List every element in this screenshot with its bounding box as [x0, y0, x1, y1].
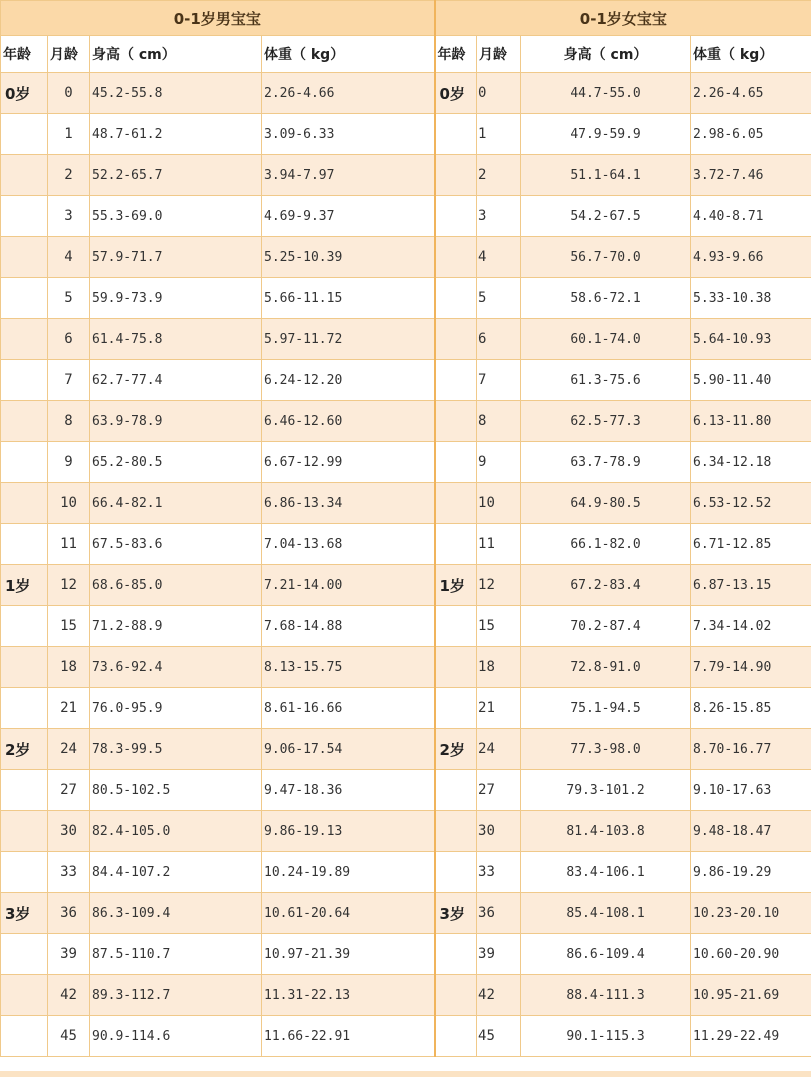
table-row: [1, 237, 811, 278]
boy-weight-cell: 9.06-17.54: [262, 729, 435, 770]
boy-year-cell: [1, 647, 48, 688]
table-row: [1, 893, 811, 934]
boy-month-cell: 7: [48, 360, 90, 401]
boy-month-cell: 1: [48, 114, 90, 155]
boy-height-cell: 57.9-71.7: [90, 237, 262, 278]
boy-height-cell: 71.2-88.9: [90, 606, 262, 647]
girl-year-cell: [435, 278, 477, 319]
boy-weight-cell: 10.24-19.89: [262, 852, 435, 893]
boy-year-cell: [1, 114, 48, 155]
girl-month-cell: 1: [477, 114, 521, 155]
girl-month-cell: 0: [477, 73, 521, 114]
table-row: [1, 729, 811, 770]
table-row: [1, 401, 811, 442]
girl-weight-cell: 3.72-7.46: [691, 155, 811, 196]
boy-month-cell: 39: [48, 934, 90, 975]
girl-weight-cell: 4.40-8.71: [691, 196, 811, 237]
girl-month-cell: 9: [477, 442, 521, 483]
boy-year-cell: [1, 401, 48, 442]
boy-height-cell: 55.3-69.0: [90, 196, 262, 237]
girl-weight-cell: 2.98-6.05: [691, 114, 811, 155]
boy-height-cell: 68.6-85.0: [90, 565, 262, 606]
boy-year-cell: 1岁: [1, 565, 48, 606]
boy-month-cell: 21: [48, 688, 90, 729]
boy-year-cell: [1, 319, 48, 360]
girl-year-cell: 1岁: [435, 565, 477, 606]
girl-height-cell: 64.9-80.5: [521, 483, 691, 524]
girl-year-cell: 0岁: [435, 73, 477, 114]
boy-year-cell: [1, 811, 48, 852]
girl-height-cell: 66.1-82.0: [521, 524, 691, 565]
girl-height-cell: 58.6-72.1: [521, 278, 691, 319]
boy-weight-cell: 2.26-4.66: [262, 73, 435, 114]
boy-month-cell: 45: [48, 1016, 90, 1057]
boy-month-cell: 6: [48, 319, 90, 360]
table-row: [1, 278, 811, 319]
boy-weight-cell: 6.86-13.34: [262, 483, 435, 524]
girl-weight-cell: 7.34-14.02: [691, 606, 811, 647]
boy-weight-cell: 7.21-14.00: [262, 565, 435, 606]
girl-weight-cell: 8.70-16.77: [691, 729, 811, 770]
girl-year-cell: 2岁: [435, 729, 477, 770]
girl-year-cell: [435, 524, 477, 565]
table-row: [1, 114, 811, 155]
boy-month-cell: 5: [48, 278, 90, 319]
girl-month-cell: 5: [477, 278, 521, 319]
boy-year-cell: [1, 1016, 48, 1057]
boy-height-cell: 84.4-107.2: [90, 852, 262, 893]
boy-month-cell: 9: [48, 442, 90, 483]
girl-weight-cell: 5.64-10.93: [691, 319, 811, 360]
boy-weight-cell: 6.46-12.60: [262, 401, 435, 442]
boy-month-cell: 42: [48, 975, 90, 1016]
girl-weight-cell: 10.60-20.90: [691, 934, 811, 975]
girl-height-cell: 75.1-94.5: [521, 688, 691, 729]
boy-year-cell: [1, 442, 48, 483]
girl-height-cell: 86.6-109.4: [521, 934, 691, 975]
boy-month-cell: 27: [48, 770, 90, 811]
boy-height-cell: 80.5-102.5: [90, 770, 262, 811]
boy-year-cell: [1, 852, 48, 893]
boy-year-cell: [1, 155, 48, 196]
girl-weight-header: 体重（ kg）: [691, 36, 811, 73]
boy-year-cell: [1, 934, 48, 975]
boy-height-cell: 48.7-61.2: [90, 114, 262, 155]
girl-month-cell: 30: [477, 811, 521, 852]
boy-weight-cell: 11.31-22.13: [262, 975, 435, 1016]
boy-height-cell: 78.3-99.5: [90, 729, 262, 770]
table-row: [1, 196, 811, 237]
boy-weight-cell: 5.66-11.15: [262, 278, 435, 319]
boy-year-cell: [1, 196, 48, 237]
boy-month-cell: 3: [48, 196, 90, 237]
table-row: [1, 565, 811, 606]
girl-weight-cell: 6.87-13.15: [691, 565, 811, 606]
girl-year-cell: [435, 196, 477, 237]
girl-month-cell: 7: [477, 360, 521, 401]
boy-height-cell: 45.2-55.8: [90, 73, 262, 114]
girl-month-cell: 33: [477, 852, 521, 893]
girl-month-cell: 27: [477, 770, 521, 811]
girl-height-cell: 90.1-115.3: [521, 1016, 691, 1057]
table-row: [1, 1016, 811, 1057]
girl-height-cell: 83.4-106.1: [521, 852, 691, 893]
boy-height-cell: 89.3-112.7: [90, 975, 262, 1016]
girl-weight-cell: 7.79-14.90: [691, 647, 811, 688]
boy-weight-cell: 11.66-22.91: [262, 1016, 435, 1057]
boy-year-cell: [1, 606, 48, 647]
boy-weight-cell: 5.97-11.72: [262, 319, 435, 360]
boy-height-cell: 65.2-80.5: [90, 442, 262, 483]
girl-month-cell: 2: [477, 155, 521, 196]
girl-height-cell: 56.7-70.0: [521, 237, 691, 278]
girl-weight-cell: 6.13-11.80: [691, 401, 811, 442]
girl-year-cell: [435, 975, 477, 1016]
boy-height-cell: 67.5-83.6: [90, 524, 262, 565]
girl-table-title: 0-1岁女宝宝: [435, 1, 811, 36]
boy-weight-cell: 7.68-14.88: [262, 606, 435, 647]
boy-month-cell: 8: [48, 401, 90, 442]
boy-weight-cell: 8.13-15.75: [262, 647, 435, 688]
boy-weight-cell: 7.04-13.68: [262, 524, 435, 565]
girl-year-cell: [435, 852, 477, 893]
boy-height-cell: 52.2-65.7: [90, 155, 262, 196]
boy-weight-cell: 10.61-20.64: [262, 893, 435, 934]
boy-height-cell: 73.6-92.4: [90, 647, 262, 688]
girl-month-cell: 6: [477, 319, 521, 360]
table-row: [1, 155, 811, 196]
girl-weight-cell: 5.33-10.38: [691, 278, 811, 319]
boy-year-cell: [1, 770, 48, 811]
boy-month-cell: 24: [48, 729, 90, 770]
girl-height-cell: 81.4-103.8: [521, 811, 691, 852]
boy-height-cell: 76.0-95.9: [90, 688, 262, 729]
table-row: [1, 852, 811, 893]
boy-year-cell: [1, 360, 48, 401]
boy-year-cell: [1, 975, 48, 1016]
boy-weight-cell: 9.47-18.36: [262, 770, 435, 811]
boy-weight-cell: 5.25-10.39: [262, 237, 435, 278]
boy-year-cell: [1, 278, 48, 319]
boy-weight-cell: 8.61-16.66: [262, 688, 435, 729]
girl-year-cell: [435, 811, 477, 852]
girl-weight-cell: 11.29-22.49: [691, 1016, 811, 1057]
boy-month-cell: 18: [48, 647, 90, 688]
boy-year-cell: [1, 237, 48, 278]
boy-month-cell: 15: [48, 606, 90, 647]
boy-height-cell: 87.5-110.7: [90, 934, 262, 975]
girl-weight-cell: 8.26-15.85: [691, 688, 811, 729]
girl-height-cell: 85.4-108.1: [521, 893, 691, 934]
table-row: [1, 73, 811, 114]
girl-year-cell: [435, 1016, 477, 1057]
girl-year-cell: [435, 770, 477, 811]
boy-height-cell: 82.4-105.0: [90, 811, 262, 852]
table-row: [1, 483, 811, 524]
boy-month-header: 月龄: [48, 36, 90, 73]
boy-month-cell: 36: [48, 893, 90, 934]
girl-height-cell: 61.3-75.6: [521, 360, 691, 401]
girl-year-cell: [435, 114, 477, 155]
boy-year-cell: 2岁: [1, 729, 48, 770]
girl-year-cell: [435, 319, 477, 360]
boy-height-cell: 59.9-73.9: [90, 278, 262, 319]
girl-weight-cell: 6.53-12.52: [691, 483, 811, 524]
girl-month-cell: 45: [477, 1016, 521, 1057]
table-body: [1, 1, 811, 1057]
girl-weight-cell: 5.90-11.40: [691, 360, 811, 401]
girl-weight-cell: 10.95-21.69: [691, 975, 811, 1016]
girl-year-cell: [435, 483, 477, 524]
girl-height-cell: 70.2-87.4: [521, 606, 691, 647]
table-row: [1, 524, 811, 565]
boy-height-cell: 90.9-114.6: [90, 1016, 262, 1057]
boy-month-cell: 12: [48, 565, 90, 606]
table-row: [1, 360, 811, 401]
girl-weight-cell: 6.34-12.18: [691, 442, 811, 483]
table-row: [1, 811, 811, 852]
girl-month-cell: 21: [477, 688, 521, 729]
boy-height-cell: 61.4-75.8: [90, 319, 262, 360]
table-row: [1, 934, 811, 975]
boy-table-title: 0-1岁男宝宝: [1, 1, 435, 36]
girl-month-cell: 18: [477, 647, 521, 688]
boy-month-cell: 30: [48, 811, 90, 852]
table-row: [1, 688, 811, 729]
boy-weight-header: 体重（ kg）: [262, 36, 435, 73]
table-row: [1, 975, 811, 1016]
boy-height-cell: 86.3-109.4: [90, 893, 262, 934]
table-row: [1, 647, 811, 688]
boy-height-cell: 63.9-78.9: [90, 401, 262, 442]
girl-month-cell: 24: [477, 729, 521, 770]
boy-weight-cell: 10.97-21.39: [262, 934, 435, 975]
boy-weight-cell: 6.24-12.20: [262, 360, 435, 401]
girl-weight-cell: 6.71-12.85: [691, 524, 811, 565]
girl-height-header: 身高（ cm）: [521, 36, 691, 73]
boy-weight-cell: 4.69-9.37: [262, 196, 435, 237]
girl-year-cell: [435, 155, 477, 196]
girl-year-cell: [435, 360, 477, 401]
girl-year-header: 年龄: [435, 36, 477, 73]
girl-weight-cell: 4.93-9.66: [691, 237, 811, 278]
girl-year-cell: [435, 401, 477, 442]
boy-weight-cell: 3.09-6.33: [262, 114, 435, 155]
boy-year-cell: 0岁: [1, 73, 48, 114]
boy-height-cell: 62.7-77.4: [90, 360, 262, 401]
girl-height-cell: 54.2-67.5: [521, 196, 691, 237]
girl-month-cell: 36: [477, 893, 521, 934]
girl-height-cell: 72.8-91.0: [521, 647, 691, 688]
girl-weight-cell: 9.48-18.47: [691, 811, 811, 852]
boy-month-cell: 10: [48, 483, 90, 524]
boy-month-cell: 2: [48, 155, 90, 196]
girl-year-cell: [435, 688, 477, 729]
girl-year-cell: [435, 934, 477, 975]
bottom-border: [0, 1071, 811, 1077]
girl-year-cell: 3岁: [435, 893, 477, 934]
girl-year-cell: [435, 647, 477, 688]
girl-year-cell: [435, 237, 477, 278]
boy-month-cell: 4: [48, 237, 90, 278]
girl-height-cell: 77.3-98.0: [521, 729, 691, 770]
girl-month-header: 月龄: [477, 36, 521, 73]
boy-weight-cell: 9.86-19.13: [262, 811, 435, 852]
boy-year-cell: 3岁: [1, 893, 48, 934]
boy-month-cell: 11: [48, 524, 90, 565]
girl-height-cell: 88.4-111.3: [521, 975, 691, 1016]
girl-month-cell: 11: [477, 524, 521, 565]
girl-height-cell: 51.1-64.1: [521, 155, 691, 196]
boy-height-header: 身高（ cm）: [90, 36, 262, 73]
girl-year-cell: [435, 442, 477, 483]
girl-weight-cell: 10.23-20.10: [691, 893, 811, 934]
boy-weight-cell: 3.94-7.97: [262, 155, 435, 196]
table-row: [1, 770, 811, 811]
girl-month-cell: 4: [477, 237, 521, 278]
boy-month-cell: 0: [48, 73, 90, 114]
table-row: [1, 442, 811, 483]
girl-height-cell: 60.1-74.0: [521, 319, 691, 360]
girl-height-cell: 62.5-77.3: [521, 401, 691, 442]
boy-month-cell: 33: [48, 852, 90, 893]
girl-height-cell: 47.9-59.9: [521, 114, 691, 155]
header-row: [1, 36, 811, 73]
girl-month-cell: 8: [477, 401, 521, 442]
girl-month-cell: 39: [477, 934, 521, 975]
boy-year-cell: [1, 688, 48, 729]
girl-weight-cell: 9.10-17.63: [691, 770, 811, 811]
girl-month-cell: 10: [477, 483, 521, 524]
girl-month-cell: 12: [477, 565, 521, 606]
girl-month-cell: 42: [477, 975, 521, 1016]
boy-height-cell: 66.4-82.1: [90, 483, 262, 524]
girl-height-cell: 79.3-101.2: [521, 770, 691, 811]
boy-year-header: 年龄: [1, 36, 48, 73]
title-row: [1, 1, 811, 36]
table-row: [1, 606, 811, 647]
girl-weight-cell: 2.26-4.65: [691, 73, 811, 114]
girl-year-cell: [435, 606, 477, 647]
girl-height-cell: 63.7-78.9: [521, 442, 691, 483]
boy-year-cell: [1, 483, 48, 524]
table-row: [1, 319, 811, 360]
boy-weight-cell: 6.67-12.99: [262, 442, 435, 483]
girl-month-cell: 3: [477, 196, 521, 237]
girl-weight-cell: 9.86-19.29: [691, 852, 811, 893]
girl-month-cell: 15: [477, 606, 521, 647]
boy-year-cell: [1, 524, 48, 565]
girl-height-cell: 44.7-55.0: [521, 73, 691, 114]
girl-height-cell: 67.2-83.4: [521, 565, 691, 606]
